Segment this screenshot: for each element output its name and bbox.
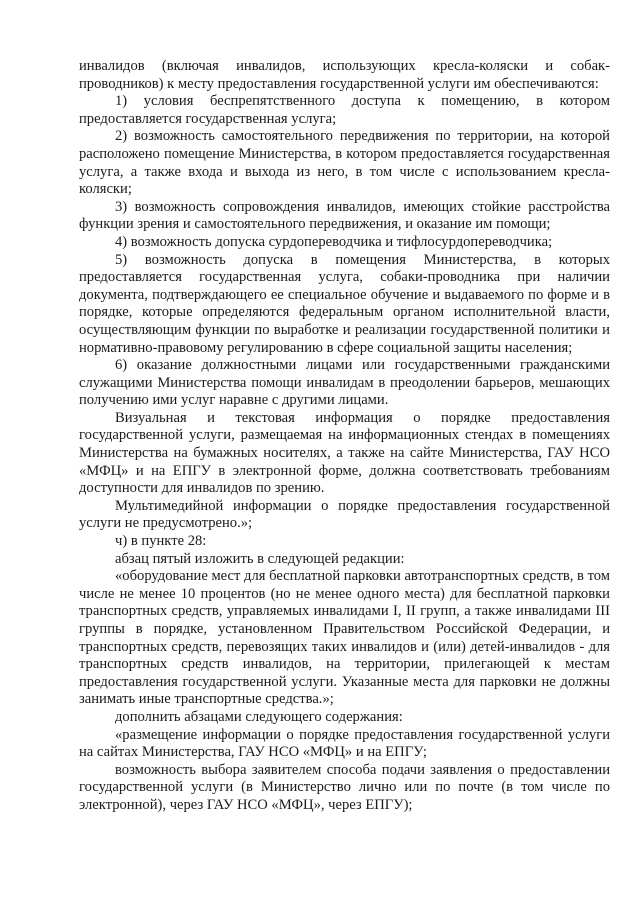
paragraph: 6) оказание должностными лицами или государственными гражданскими служащими Министерства помощи инвалидам в преодолении барьеров, мешающих получению ими услуг наравне с другими лицами.: [79, 357, 610, 409]
paragraph: возможность выбора заявителем способа подачи заявления о предоставлении государственной услуги (в Министерство лично или по почте (в том числе по электронной), через ГАУ НСО «МФЦ», через ЕПГУ);: [79, 761, 610, 813]
paragraph: 3) возможность сопровождения инвалидов, имеющих стойкие расстройства функции зрения и самостоятельного передвижения, и оказание им помощи;: [79, 198, 610, 233]
paragraph: «размещение информации о порядке предоставления государственной услуги на сайтах Министерства, ГАУ НСО «МФЦ» и на ЕПГУ;: [79, 726, 610, 761]
paragraph: 5) возможность допуска в помещения Министерства, в которых предоставляется государственная услуга, собаки-проводника при наличии документа, подтверждающего ее специальное обучение и выдаваемого по форме и в порядке, которые определяются федеральным органом исполнительной власти, осуществляющим функции по выработке и реализации государственной политики и нормативно-правовому регулированию в сфере социальной защиты населения;: [79, 251, 610, 356]
paragraph: Визуальная и текстовая информация о порядке предоставления государственной услуги, размещаемая на информационных стендах в помещениях Министерства на бумажных носителях, а также на сайте Министерства, ГАУ НСО «МФЦ» и на ЕПГУ в электронной форме, должна соответствовать требованиям доступности для инвалидов по зрению.: [79, 409, 610, 497]
paragraph: абзац пятый изложить в следующей редакции:: [115, 550, 405, 567]
document-body: [79, 58, 610, 815]
paragraph: 2) возможность самостоятельного передвижения по территории, на которой расположено помещение Министерства, в котором предоставляется государственная услуга, а также входа и выхода из него, в том числе с использованием кресла-коляски;: [79, 128, 610, 198]
paragraph: 4) возможность допуска сурдопереводчика и тифлосурдопереводчика;: [115, 233, 553, 250]
paragraph: инвалидов (включая инвалидов, использующих кресла-коляски и собак-проводников) к месту предоставления государственной услуги им обеспечиваются:: [79, 58, 610, 92]
paragraph: Мультимедийной информации о порядке предоставления государственной услуги не предусмотрено.»;: [79, 497, 610, 532]
paragraph: 1) условия беспрепятственного доступа к помещению, в котором предоставляется государственная услуга;: [79, 93, 610, 127]
paragraph: ч) в пункте 28:: [115, 533, 207, 550]
paragraph: «оборудование мест для бесплатной парковки автотранспортных средств, в том числе не менее 10 процентов (но не менее одного места) для бесплатной парковки транспортных средств, управляемых инвалидами I, II групп, а также инвалидами III группы в порядке, установленном Правительством Российской Федерации, и транспортных средств, перевозящих таких инвалидов и (или) детей-инвалидов - для транспортных средств инвалидов, на территории, прилегающей к местам предоставления государственной услуги. Указанные места для парковки не должны занимать иные транспортные средства.»;: [79, 568, 611, 708]
paragraph: дополнить абзацами следующего содержания:: [115, 708, 403, 725]
